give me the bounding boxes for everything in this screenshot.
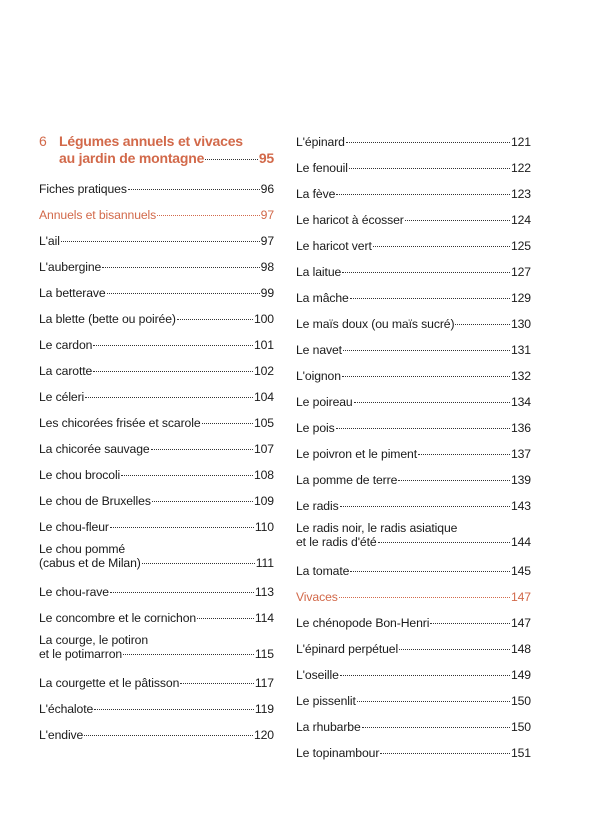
leader-dots <box>399 648 510 650</box>
toc-entry <box>296 521 531 549</box>
toc-entry <box>296 720 531 734</box>
toc-entry-page: 145 <box>510 564 531 578</box>
toc-entry <box>39 702 274 716</box>
leader-dots <box>107 292 260 294</box>
toc-entry-page: 102 <box>253 364 274 378</box>
toc-entry <box>296 473 531 487</box>
toc-entry-label: Le poireau <box>296 395 353 409</box>
leader-dots <box>61 240 260 242</box>
toc-entry-label: Le topinambour <box>296 746 380 760</box>
leader-dots <box>177 318 253 320</box>
leader-dots <box>378 541 510 543</box>
leader-dots <box>350 297 510 299</box>
leader-dots <box>380 752 510 754</box>
toc-entry-page: 109 <box>253 494 274 508</box>
leader-dots <box>102 266 259 268</box>
leader-dots <box>128 188 260 190</box>
toc-entry-label: Le chou-rave <box>39 585 109 599</box>
toc-entry-page: 150 <box>510 720 531 734</box>
toc-entry <box>296 187 531 201</box>
toc-entry <box>39 676 274 690</box>
toc-entry-page: 115 <box>254 647 274 661</box>
toc-entry-label: Le radis <box>296 499 339 513</box>
toc-entry-page: 132 <box>510 369 531 383</box>
toc-entry-label: La fève <box>296 187 336 201</box>
toc-entry-page: 148 <box>510 642 531 656</box>
leader-dots <box>180 682 254 684</box>
toc-entry <box>296 421 531 435</box>
toc-entry <box>296 291 531 305</box>
toc-entry-page: 124 <box>510 213 531 227</box>
toc-entry-label: Le pissenlit <box>296 694 356 708</box>
toc-entry-label: Le chou de Bruxelles <box>39 494 151 508</box>
toc-entry <box>296 447 531 461</box>
toc-entry <box>296 564 531 578</box>
toc-entry <box>296 694 531 708</box>
toc-entry-page: 104 <box>253 390 274 404</box>
toc-entry <box>39 182 274 196</box>
toc-entry-page: 114 <box>254 611 274 625</box>
toc-entry-page: 151 <box>510 746 531 760</box>
toc-entry-page: 111 <box>255 556 274 570</box>
toc-entry <box>296 239 531 253</box>
leader-dots <box>85 396 253 398</box>
toc-entry-label: L'échalote <box>39 702 94 716</box>
toc-entry <box>39 416 274 430</box>
toc-entry <box>296 746 531 760</box>
toc-entry-label: La chicorée sauvage <box>39 442 150 456</box>
toc-entry <box>296 369 531 383</box>
toc-entry-page: 125 <box>510 239 531 253</box>
leader-dots <box>84 734 253 736</box>
chapter-title-line2: au jardin de montagne <box>59 150 205 166</box>
toc-entry-label: (cabus et de Milan) <box>39 556 141 570</box>
leader-dots <box>405 219 510 221</box>
leader-dots <box>110 526 254 528</box>
toc-entry-label: Vivaces <box>296 590 338 604</box>
toc-entry-label: La carotte <box>39 364 93 378</box>
chapter-number: 6 <box>39 133 47 149</box>
toc-entry-page: 97 <box>260 234 274 248</box>
toc-entry-label: La tomate <box>296 564 350 578</box>
leader-dots <box>455 323 510 325</box>
toc-entry <box>296 135 531 149</box>
toc-entry-label: et le radis d'été <box>296 535 377 549</box>
toc-entry-page: 98 <box>260 260 274 274</box>
toc-entry <box>296 317 531 331</box>
toc-entry-page: 122 <box>510 161 531 175</box>
toc-entry-label: Le haricot à écosser <box>296 213 404 227</box>
toc-entry <box>39 338 274 352</box>
toc-entry <box>39 520 274 534</box>
toc-entry-page: 107 <box>253 442 274 456</box>
toc-entry-page: 150 <box>510 694 531 708</box>
toc-entry-page: 139 <box>510 473 531 487</box>
leader-dots <box>202 422 253 424</box>
toc-entry-label: Le concombre et le cornichon <box>39 611 197 625</box>
leader-dots <box>340 505 510 507</box>
leader-dots <box>339 596 510 598</box>
toc-entry <box>39 611 274 625</box>
toc-entry-page: 147 <box>510 590 531 604</box>
toc-entry-label: La courgette et le pâtisson <box>39 676 180 690</box>
leader-dots <box>151 448 253 450</box>
toc-entry-label: Le cardon <box>39 338 93 352</box>
toc-entry <box>39 260 274 274</box>
leader-dots <box>336 193 510 195</box>
toc-entry <box>296 668 531 682</box>
toc-entry-label: Le haricot vert <box>296 239 372 253</box>
toc-entry-label: Le navet <box>296 343 342 357</box>
toc-entry <box>39 442 274 456</box>
toc-entry-label: Le chénopode Bon-Henri <box>296 616 430 630</box>
toc-entry <box>296 343 531 357</box>
toc-entry <box>296 265 531 279</box>
leader-dots <box>157 214 259 216</box>
toc-entry-label: Le poivron et le piment <box>296 447 418 461</box>
toc-entry-page: 96 <box>260 182 274 196</box>
chapter-title-line2-row <box>59 150 274 167</box>
leader-dots <box>340 674 510 676</box>
toc-entry-label: La blette (bette ou poirée) <box>39 312 176 326</box>
leader-dots <box>123 653 254 655</box>
leader-dots <box>94 708 254 710</box>
toc-entry-page: 137 <box>510 447 531 461</box>
toc-entry-label: L'aubergine <box>39 260 102 274</box>
toc-entry-label: L'épinard <box>296 135 345 149</box>
toc-section-entry <box>296 590 531 604</box>
toc-entry-page: 97 <box>260 208 274 222</box>
toc-entry-label: Le maïs doux (ou maïs sucré) <box>296 317 455 331</box>
toc-entry-page: 147 <box>510 616 531 630</box>
leader-dots <box>342 375 510 377</box>
leader-dots <box>142 562 255 564</box>
toc-entry-page: 120 <box>253 728 274 742</box>
toc-entry <box>39 312 274 326</box>
leader-dots <box>336 427 510 429</box>
leader-dots <box>373 245 510 247</box>
toc-entry-label: Le pois <box>296 421 335 435</box>
chapter-title-line1: Légumes annuels et vivaces <box>59 133 243 149</box>
chapter-page: 95 <box>258 150 274 166</box>
toc-entry <box>296 213 531 227</box>
toc-entry-page: 99 <box>260 286 274 300</box>
toc-entry-label: Le radis noir, le radis asiatique <box>296 521 458 535</box>
toc-entry-page: 113 <box>254 585 274 599</box>
toc-entry <box>39 494 274 508</box>
toc-entry-page: 119 <box>254 702 274 716</box>
toc-entry-label: Le fenouil <box>296 161 348 175</box>
leader-dots <box>362 726 510 728</box>
leader-dots <box>418 453 510 455</box>
toc-entry-label: La courge, le potiron <box>39 633 149 647</box>
toc-entry <box>296 616 531 630</box>
leader-dots <box>350 570 510 572</box>
toc-entry-page: 123 <box>510 187 531 201</box>
toc-entry-page: 130 <box>510 317 531 331</box>
toc-entry-label: La pomme de terre <box>296 473 398 487</box>
leader-dots <box>197 617 254 619</box>
toc-entry-label: Fiches pratiques <box>39 182 127 196</box>
toc-entry <box>39 728 274 742</box>
leader-dots <box>349 167 510 169</box>
toc-entry <box>39 390 274 404</box>
toc-entry-page: 129 <box>510 291 531 305</box>
toc-entry-page: 121 <box>510 135 531 149</box>
toc-entry-label: L'endive <box>39 728 84 742</box>
toc-entry-page: 144 <box>510 535 531 549</box>
toc-entry-page: 101 <box>253 338 274 352</box>
toc-entry-label: Le chou-fleur <box>39 520 109 534</box>
leader-dots <box>121 474 253 476</box>
toc-entry-label: La betterave <box>39 286 106 300</box>
toc-section-entry <box>39 208 274 222</box>
leader-dots <box>342 271 510 273</box>
toc-entry-label: Le chou pommé <box>39 542 126 556</box>
toc-entry-label: L'oignon <box>296 369 341 383</box>
toc-entry-page: 108 <box>253 468 274 482</box>
toc-entry <box>296 499 531 513</box>
toc-entry-label: La mâche <box>296 291 349 305</box>
leader-dots <box>346 141 510 143</box>
toc-entry-label: L'épinard perpétuel <box>296 642 399 656</box>
toc-entry-page: 149 <box>510 668 531 682</box>
toc-entry-label: Le chou brocoli <box>39 468 121 482</box>
toc-entry <box>39 234 274 248</box>
toc-entry <box>39 468 274 482</box>
leader-dots <box>357 700 510 702</box>
leader-dots <box>398 479 510 481</box>
toc-entry-page: 134 <box>510 395 531 409</box>
toc-entry-label: Le céleri <box>39 390 85 404</box>
toc-entry-page: 136 <box>510 421 531 435</box>
leader-dots <box>152 500 253 502</box>
leader-dots <box>354 401 510 403</box>
toc-entry-label: L'oseille <box>296 668 339 682</box>
toc-entry-page: 143 <box>510 499 531 513</box>
chapter-title <box>59 133 274 167</box>
toc-entry-page: 127 <box>510 265 531 279</box>
toc-entry-page: 110 <box>254 520 274 534</box>
toc-entry-page: 131 <box>510 343 531 357</box>
toc-entry <box>39 585 274 599</box>
leader-dots <box>93 344 253 346</box>
toc-entry-label: La rhubarbe <box>296 720 361 734</box>
toc-entry-label: Les chicorées frisée et scarole <box>39 416 201 430</box>
toc-entry-label: La laitue <box>296 265 342 279</box>
leader-dots <box>205 158 258 160</box>
toc-entry-label: et le potimarron <box>39 647 123 661</box>
leader-dots <box>110 591 254 593</box>
toc-entry-label: Annuels et bisannuels <box>39 208 157 222</box>
toc-entry <box>39 286 274 300</box>
toc-entry <box>296 395 531 409</box>
toc-entry <box>39 542 274 570</box>
toc-entry-page: 100 <box>253 312 274 326</box>
toc-entry <box>39 364 274 378</box>
leader-dots <box>430 622 510 624</box>
toc-entry-page: 117 <box>254 676 274 690</box>
toc-entry <box>296 642 531 656</box>
toc-entry-page: 105 <box>253 416 274 430</box>
toc-entry <box>296 161 531 175</box>
leader-dots <box>343 349 510 351</box>
toc-entry-label: L'ail <box>39 234 60 248</box>
leader-dots <box>93 370 253 372</box>
toc-entry <box>39 633 274 661</box>
